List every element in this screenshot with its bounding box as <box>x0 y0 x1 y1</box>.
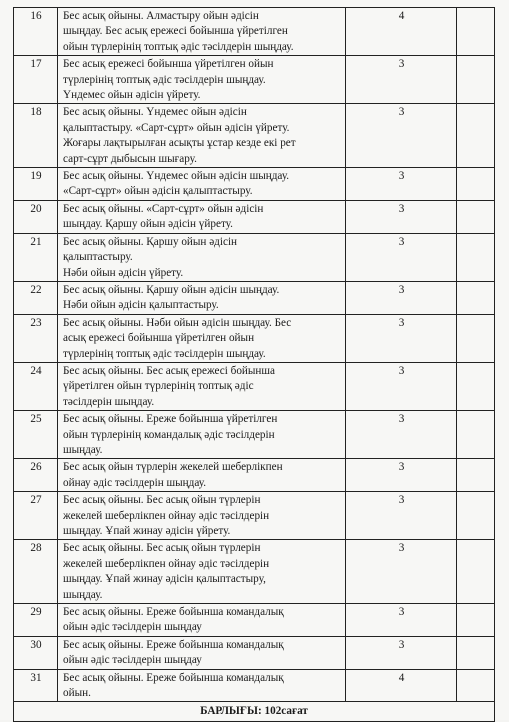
empty-cell <box>457 669 495 702</box>
topic-line: Нәби ойын әдісін үйрету. <box>63 266 184 279</box>
topic-line: Бес асық ойыны. Бес асық ойын түрлерін <box>63 494 261 507</box>
topic-line: Бес асық ойыны. Ереже бойынша үйретілген <box>63 413 278 426</box>
curriculum-table <box>13 7 495 722</box>
topic-line: шыңдау. Бес асық ережесі бойынша үйретілген <box>63 25 288 38</box>
lesson-hours: 3 <box>346 540 457 604</box>
lesson-topic <box>58 459 346 492</box>
topic-line: үйретілген ойын түрлерінің топтық әдіс <box>63 380 254 393</box>
topic-line: Бес асық ойыны. Ереже бойынша командалық <box>63 638 284 651</box>
topic-line: ойнау әдіс тәсілдерін шыңдау. <box>63 476 207 489</box>
empty-cell <box>457 168 495 201</box>
table-row <box>14 411 495 459</box>
lesson-number: 28 <box>14 540 58 604</box>
topic-line: ойын. <box>63 687 91 700</box>
empty-cell <box>457 233 495 281</box>
lesson-topic <box>58 233 346 281</box>
topic-line: түрлерінің топтық әдіс тәсілдерін шыңдау. <box>63 347 266 360</box>
empty-cell <box>457 604 495 637</box>
table-row <box>14 233 495 281</box>
topic-line: Бес асық ойыны. Үндемес ойын әдісін <box>63 106 247 119</box>
topic-line: Бес асық ойыны. Қаршу ойын әдісін <box>63 235 238 248</box>
topic-line: Үндемес ойын әдісін үйрету. <box>63 89 201 102</box>
topic-line: Бес асық ережесі бойынша үйретілген ойын <box>63 58 274 71</box>
lesson-number: 31 <box>14 669 58 702</box>
table-row <box>14 540 495 604</box>
lesson-number: 21 <box>14 233 58 281</box>
lesson-number: 24 <box>14 362 58 410</box>
empty-cell <box>457 459 495 492</box>
table-row <box>14 104 495 168</box>
topic-line: шыңдау. <box>63 443 103 456</box>
lesson-topic <box>58 540 346 604</box>
lesson-hours: 3 <box>346 104 457 168</box>
table-row <box>14 636 495 669</box>
topic-line: шыңдау. Қаршу ойын әдісін үйрету. <box>63 218 233 231</box>
lesson-topic <box>58 669 346 702</box>
lesson-topic <box>58 314 346 362</box>
empty-cell <box>457 540 495 604</box>
empty-cell <box>457 104 495 168</box>
topic-line: Нәби ойын әдісін қалыптастыру. <box>63 299 219 312</box>
topic-line: Бес асық ойын түрлерін жекелей шеберлікпен <box>63 461 283 474</box>
topic-line: Бес асық ойыны. Ереже бойынша командалық <box>63 606 284 619</box>
table-row <box>14 604 495 637</box>
table-row <box>14 56 495 104</box>
lesson-number: 23 <box>14 314 58 362</box>
empty-cell <box>457 411 495 459</box>
topic-line: Бес асық ойыны. «Сарт-сұрт» ойын әдісін <box>63 202 264 215</box>
lesson-number: 20 <box>14 200 58 233</box>
table-row <box>14 362 495 410</box>
lesson-topic <box>58 411 346 459</box>
table-row <box>14 669 495 702</box>
lesson-hours: 3 <box>346 200 457 233</box>
lesson-topic <box>58 8 346 56</box>
lesson-hours: 3 <box>346 459 457 492</box>
lesson-hours: 3 <box>346 314 457 362</box>
lesson-number: 16 <box>14 8 58 56</box>
lesson-hours: 3 <box>346 604 457 637</box>
topic-line: жекелей шеберлікпен ойнау әдіс тәсілдерін <box>63 509 270 522</box>
lesson-number: 18 <box>14 104 58 168</box>
lesson-number: 25 <box>14 411 58 459</box>
topic-line: Бес асық ойыны. Бес асық ережесі бойынша <box>63 364 275 377</box>
lesson-hours: 3 <box>346 168 457 201</box>
topic-line: асық ережесі бойынша үйретілген ойын <box>63 332 255 345</box>
table-row <box>14 459 495 492</box>
total-label: БАРЛЫҒЫ: 102сағат <box>14 702 495 721</box>
topic-line: ойын түрлерінің командалық әдіс тәсілдерін <box>63 428 275 441</box>
table-row <box>14 492 495 540</box>
topic-line: Жоғары лақтырылған асықты ұстар кезде екі рет <box>63 137 296 150</box>
lesson-hours: 3 <box>346 636 457 669</box>
lesson-number: 26 <box>14 459 58 492</box>
topic-line: сарт-сұрт дыбысын шығару. <box>63 152 197 165</box>
topic-line: Бес асық ойыны. Үндемес ойын әдісін шыңдау. <box>63 170 290 183</box>
empty-cell <box>457 362 495 410</box>
topic-line: қалыптастыру. <box>63 251 133 264</box>
lesson-topic <box>58 168 346 201</box>
lesson-topic <box>58 104 346 168</box>
topic-line: тәсілдерін шыңдау. <box>63 395 155 408</box>
topic-line: Бес асық ойыны. Нәби ойын әдісін шыңдау. Бес <box>63 316 292 329</box>
table-row <box>14 8 495 56</box>
lesson-number: 22 <box>14 281 58 314</box>
topic-line: қалыптастыру. «Сарт-сұрт» ойын әдісін үйрету. <box>63 121 290 134</box>
topic-line: шыңдау. Ұпай жинау әдісін үйрету. <box>63 525 231 537</box>
topic-line: ойын әдіс тәсілдерін шыңдау <box>63 654 202 667</box>
table-row <box>14 314 495 362</box>
lesson-topic <box>58 56 346 104</box>
lesson-hours: 3 <box>346 411 457 459</box>
lesson-topic <box>58 200 346 233</box>
lesson-hours: 3 <box>346 56 457 104</box>
lesson-hours: 3 <box>346 492 457 540</box>
lesson-number: 29 <box>14 604 58 637</box>
topic-line: түрлерінің топтық әдіс тәсілдерін шыңдау. <box>63 73 266 86</box>
topic-line: шыңдау. Ұпай жинау әдісін қалыптастыру, <box>63 573 266 586</box>
empty-cell <box>457 281 495 314</box>
lesson-hours: 3 <box>346 281 457 314</box>
lesson-topic <box>58 281 346 314</box>
empty-cell <box>457 314 495 362</box>
total-row <box>14 702 495 721</box>
topic-line: «Сарт-сұрт» ойын әдісін қалыптастыру. <box>63 185 253 198</box>
lesson-topic <box>58 362 346 410</box>
lesson-topic <box>58 492 346 540</box>
lesson-number: 17 <box>14 56 58 104</box>
table-row <box>14 168 495 201</box>
lesson-hours: 3 <box>346 233 457 281</box>
lesson-hours: 4 <box>346 8 457 56</box>
topic-line: ойын әдіс тәсілдерін шыңдау <box>63 621 202 634</box>
lesson-number: 19 <box>14 168 58 201</box>
table-row <box>14 200 495 233</box>
empty-cell <box>457 200 495 233</box>
lesson-hours: 4 <box>346 669 457 702</box>
lesson-number: 30 <box>14 636 58 669</box>
empty-cell <box>457 636 495 669</box>
lesson-topic <box>58 636 346 669</box>
empty-cell <box>457 492 495 540</box>
topic-line: ойын түрлерінің топтық әдіс тәсілдерін шыңдау. <box>63 40 294 53</box>
topic-line: Бес асық ойыны. Ереже бойынша командалық <box>63 671 284 684</box>
topic-line: жекелей шеберлікпен ойнау әдіс тәсілдерін <box>63 557 270 570</box>
topic-line: шыңдау. <box>63 588 103 601</box>
empty-cell <box>457 8 495 56</box>
topic-line: Бес асық ойыны. Алмастыру ойын әдісін <box>63 10 259 22</box>
lesson-topic <box>58 604 346 637</box>
topic-line: Бес асық ойыны. Бес асық ойын түрлерін <box>63 542 261 555</box>
lesson-number: 27 <box>14 492 58 540</box>
table-row <box>14 281 495 314</box>
empty-cell <box>457 56 495 104</box>
topic-line: Бес асық ойыны. Қаршу ойын әдісін шыңдау. <box>63 283 280 296</box>
lesson-hours: 3 <box>346 362 457 410</box>
